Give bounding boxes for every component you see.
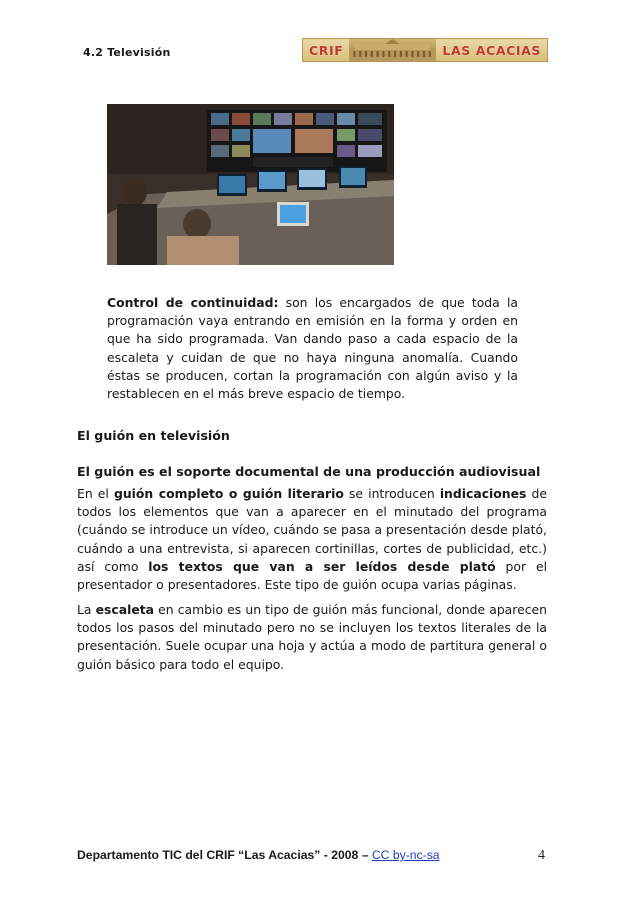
section-subheading: El guión es el soporte documental de una producción audiovisual (77, 464, 541, 479)
guion-text-1: En el (77, 486, 114, 501)
escaleta-text-2: en cambio es un tipo de guión más funcional, donde aparecen todos los pasos del minutado pero no se incluyen los textos literales de la presentación. Suele ocupar una hoja y actúa a modo de partitura general o guión básico para todo el equipo. (77, 602, 548, 672)
guion-bold-1: guión completo o guión literario (113, 486, 344, 501)
control-term: Control de continuidad: (107, 295, 279, 310)
guion-bold-2: indicaciones (439, 486, 527, 501)
escaleta-paragraph (77, 601, 547, 674)
logo-right-text: LAS ACACIAS (442, 42, 541, 58)
logo-left-text: CRIF (309, 42, 344, 58)
control-room-photo (107, 104, 394, 265)
guion-text-4: por el presentador o presentadores. Este tipo de guión ocupa varias páginas. (77, 558, 548, 593)
crif-logo (302, 38, 548, 62)
section-heading: El guión en televisión (77, 428, 230, 443)
control-paragraph (107, 294, 518, 403)
guion-text-2: se introducen (343, 486, 440, 501)
control-text: son los encargados de que toda la programación vaya entrando en emisión en la forma y orden en que ha sido programada. Van dando paso a cada espacio de la escaleta y cuidan de que no haya ninguna anomalía. Cuando éstas se producen, cortan la programación con algún aviso y la restablecen en el más breve espacio de tiempo. (107, 295, 518, 402)
footer-text: Departamento TIC del CRIF “Las Acacias” - 2008 – (77, 848, 372, 862)
escaleta-text-1: La (77, 602, 96, 617)
page-number: 4 (538, 848, 545, 863)
license-link[interactable]: CC by-nc-sa (371, 848, 440, 862)
guion-bold-3: los textos que van a ser leídos desde plató (148, 558, 496, 574)
guion-text-3: de todos los elementos que van a aparecer en el minutado del programa (cuándo se introduce un vídeo, cuándo se pasa a presentación desde plató, cuándo a una entrevista, si aparecen cortinillas, cortes de publicidad, etc.) así como (77, 486, 548, 574)
escaleta-bold: escaleta (95, 602, 155, 617)
guion-paragraph (77, 485, 547, 594)
footer-credit (77, 848, 440, 864)
section-title: 4.2 Televisión (83, 46, 171, 59)
page-footer (77, 848, 545, 864)
building-icon (349, 39, 436, 61)
